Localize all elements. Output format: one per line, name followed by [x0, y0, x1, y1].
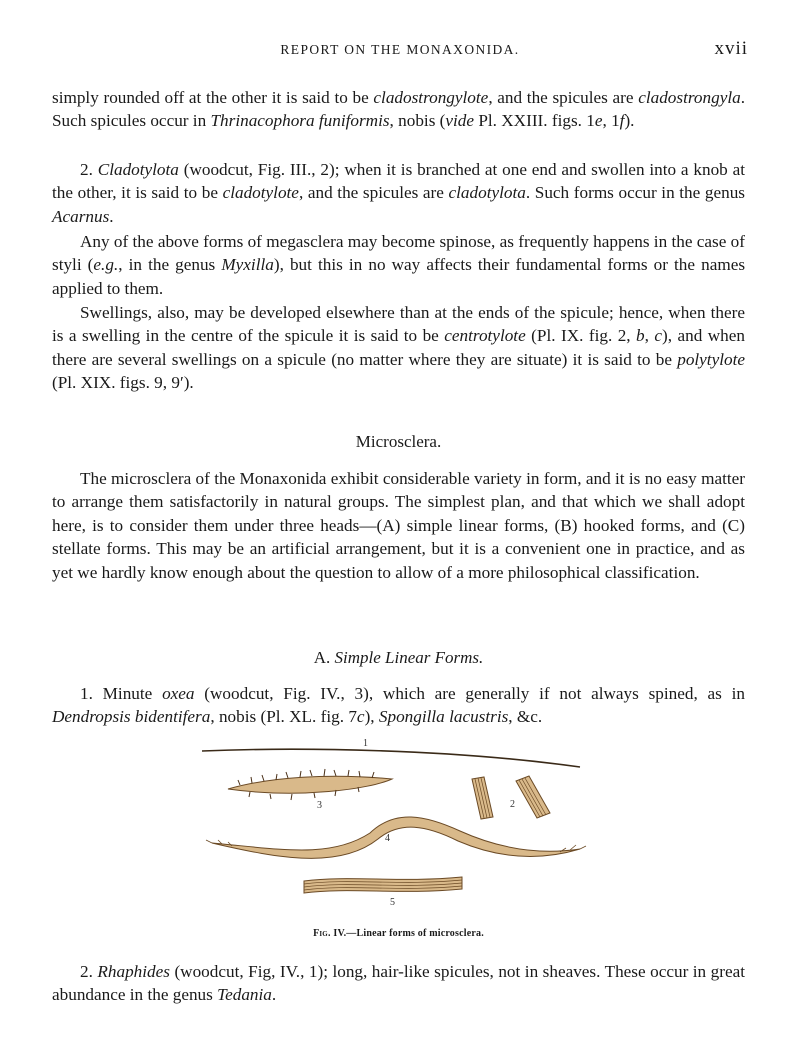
subsection-heading-simple-linear-forms: A. Simple Linear Forms. [313, 648, 484, 667]
paragraph-swellings: Swellings, also, may be developed elsewhere than at the ends of the spicule; hence, when there is a swelling in the centre of the spicule it is said to be centrotylote (Pl. IX. fig. 2, b, c), and when there are several swellings on a spicule (no matter where they are situate) it is said to be polytylote (Pl. XIX. figs. 9, 9′). [52, 303, 745, 393]
svg-text:2: 2 [510, 799, 515, 810]
section-heading-microsclera: Microsclera. [355, 432, 442, 451]
spicule-3-spined-oxea [228, 769, 392, 811]
svg-text:4: 4 [385, 833, 390, 844]
figure-caption: Fig. IV.—Linear forms of microsclera. [313, 928, 484, 939]
page-number: xvii [714, 38, 748, 59]
svg-text:5: 5 [390, 897, 395, 908]
spicule-1-rhaphide [202, 738, 580, 767]
page-header [52, 40, 748, 64]
figure-iv-linear-microsclera [200, 735, 600, 915]
paragraph-spinose-megasclera: Any of the above forms of megasclera may become spinose, as frequently happens in the case of styli (e.g., in the genus Myxilla), but this in no way affects their fundamental forms or the names applied to them. [52, 232, 746, 298]
paragraph-cladostrongylote: simply rounded off at the other it is said to be cladostrongylote, and the spicules are cladostrongyla. Such spicules occur in Thrinacophora funiformis, nobis (vide Pl. XXIII. figs. 1e, 1f). [52, 88, 745, 131]
spicule-2-fragments [472, 776, 550, 819]
spicule-4-curved-oxea [206, 817, 586, 858]
paragraph-microsclera-intro: The microsclera of the Monaxonida exhibit considerable variety in form, and it is no easy matter to arrange them satisfactorily in natural groups. The simplest plan, and that which we shall adopt here, is to consider them under three heads—(A) simple linear forms, (B) hooked forms, and (C) stellate forms. This may be an artificial arrangement, but it is a convenient one in practice, and as yet we hardly know enough about the question to allow of a more philosophical classification. [52, 469, 745, 582]
running-title: REPORT ON THE MONAXONIDA. [280, 42, 520, 57]
paragraph-rhaphides: 2. Rhaphides (woodcut, Fig, IV., 1); long, hair-like spicules, not in sheaves. These occur in great abundance in the genus Tedania. [52, 962, 745, 1005]
paragraph-cladotylota: 2. Cladotylota (woodcut, Fig. III., 2); when it is branched at one end and swollen into a knob at the other, it is said to be cladotylote, and the spicules are cladotylota. Such forms occur in the genus Acarnus. [52, 160, 745, 226]
svg-text:1: 1 [363, 738, 368, 749]
svg-text:3: 3 [317, 800, 322, 811]
spicule-5-sheaf [304, 877, 462, 908]
paragraph-minute-oxea: 1. Minute oxea (woodcut, Fig. IV., 3), which are generally if not always spined, as in Dendropsis bidentifera, nobis (Pl. XL. fig. 7c), Spongilla lacustris, &c. [52, 684, 745, 727]
